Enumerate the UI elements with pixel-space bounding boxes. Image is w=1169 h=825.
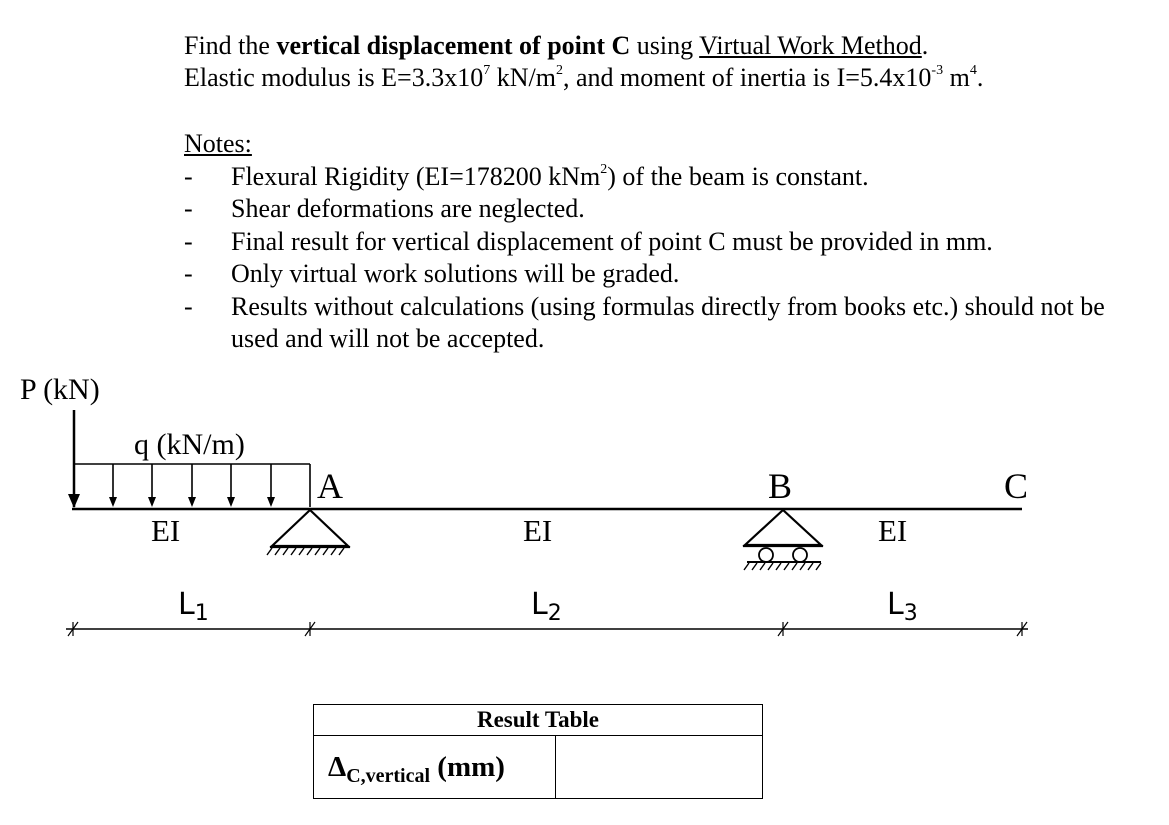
problem-text: Find the bbox=[184, 31, 277, 60]
note-text: Shear deformations are neglected. bbox=[231, 194, 585, 223]
unit-text: m bbox=[943, 63, 970, 92]
note-text: Final result for vertical displacement of point C must be provided in mm. bbox=[231, 226, 993, 256]
distributed-load bbox=[74, 464, 310, 507]
note-text: Only virtual work solutions will be graded. bbox=[231, 259, 680, 288]
delta-symbol: Δ bbox=[328, 750, 347, 783]
note-text: Flexural Rigidity (EI=178200 kNm bbox=[231, 161, 601, 191]
result-table-title: Result Table bbox=[314, 705, 763, 736]
point-c-label: C bbox=[1004, 466, 1029, 506]
note-text: ) of the beam is constant. bbox=[607, 161, 869, 191]
exponent: 2 bbox=[600, 161, 608, 177]
point-load-arrowhead bbox=[68, 494, 80, 508]
result-value-cell[interactable] bbox=[556, 736, 763, 799]
problem-text: using bbox=[630, 31, 700, 60]
inertia-text: , and moment of inertia is I=5.4x10 bbox=[562, 63, 932, 92]
bullet-dash: - bbox=[184, 291, 193, 321]
support-b-label: B bbox=[768, 466, 793, 506]
ei-label-span-2: EI bbox=[523, 513, 553, 548]
note-text: Results without calculations (using formulas directly from books etc.) should not be used and will not be accepted. bbox=[231, 291, 1105, 353]
result-table bbox=[313, 704, 763, 799]
bullet-dash: - bbox=[184, 161, 193, 191]
exponent: 4 bbox=[969, 63, 977, 78]
point-load-label: P (kN) bbox=[20, 373, 100, 406]
ei-label-span-3: EI bbox=[878, 513, 908, 548]
notes-title: Notes: bbox=[184, 129, 252, 158]
exponent: -3 bbox=[931, 63, 944, 78]
bullet-dash: - bbox=[184, 226, 193, 256]
ei-label-span-1: EI bbox=[151, 513, 181, 548]
elastic-modulus-text: Elastic modulus is E=3.3x10 bbox=[184, 63, 484, 92]
support-a-label: A bbox=[317, 466, 343, 506]
span-1-label: $L_1$ bbox=[178, 587, 209, 626]
problem-text: . bbox=[921, 31, 929, 60]
span-3-label: $L_3$ bbox=[887, 587, 918, 626]
problem-text: . bbox=[976, 63, 984, 92]
bullet-dash: - bbox=[184, 194, 193, 223]
distributed-load-label: q (kN/m) bbox=[134, 428, 245, 461]
bullet-dash: - bbox=[184, 259, 193, 288]
problem-emphasis: vertical displacement of point C bbox=[276, 31, 631, 60]
roller-support-b bbox=[743, 510, 823, 570]
delta-subscript: C,vertical bbox=[346, 764, 431, 787]
unit-text: kN/m bbox=[490, 63, 556, 92]
result-unit: (mm) bbox=[430, 750, 505, 783]
result-label-cell bbox=[314, 736, 556, 799]
exponent: 2 bbox=[555, 63, 563, 78]
method-name: Virtual Work Method bbox=[699, 31, 922, 60]
span-2-label: $L_2$ bbox=[531, 587, 562, 626]
exponent: 7 bbox=[483, 63, 491, 78]
distributed-load-arrows bbox=[109, 464, 275, 507]
pin-support-a bbox=[267, 510, 350, 555]
